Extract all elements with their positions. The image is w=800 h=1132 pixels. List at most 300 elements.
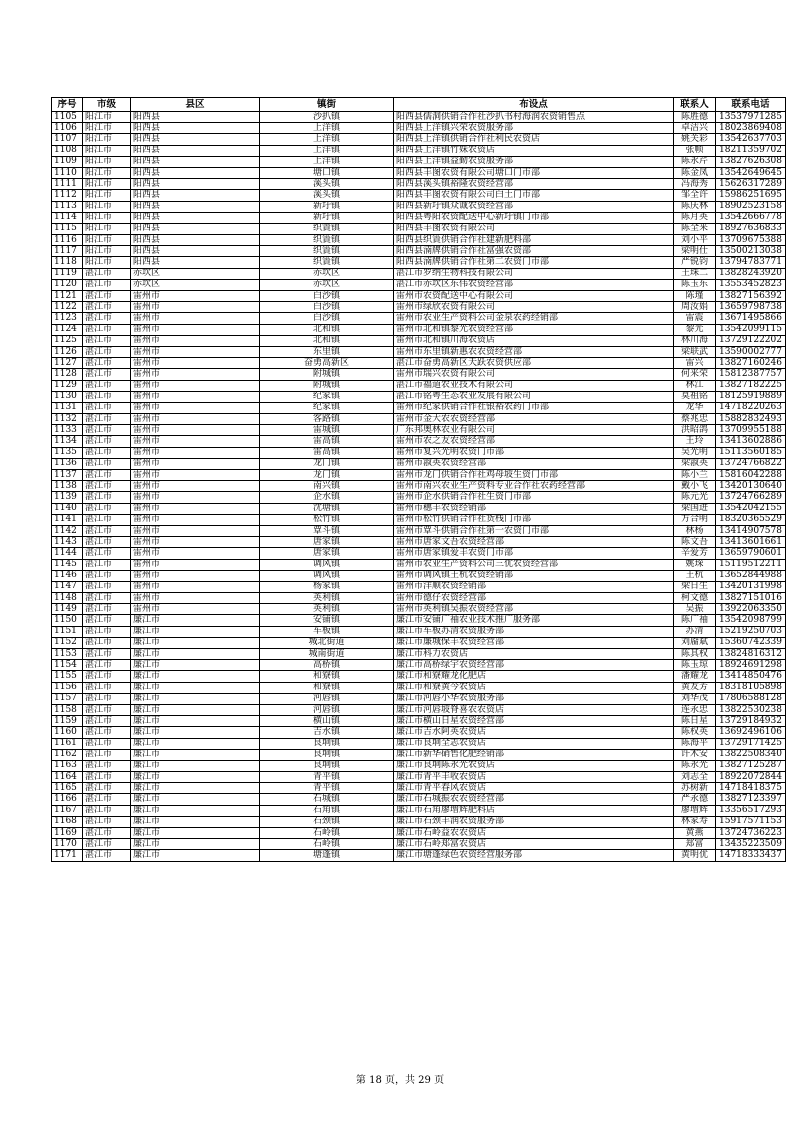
cell-no: 1114	[52, 212, 83, 223]
cell-no: 1118	[52, 257, 83, 268]
cell-phone: 13590002777	[716, 346, 786, 357]
cell-site: 雷州市松竹供销合作社货栈门市部	[394, 514, 674, 525]
table-row	[52, 581, 786, 592]
cell-no: 1105	[52, 112, 83, 123]
cell-town: 上洋镇	[260, 134, 394, 145]
cell-city: 湛江市	[83, 727, 131, 738]
cell-no: 1108	[52, 145, 83, 156]
cell-contact: 许术安	[674, 749, 716, 760]
cell-town: 车板镇	[260, 626, 394, 637]
cell-contact: 吴振	[674, 604, 716, 615]
cell-city: 湛江市	[83, 414, 131, 425]
cell-city: 湛江市	[83, 470, 131, 481]
cell-site: 廉江市河唇小华农资服务部	[394, 693, 674, 704]
cell-phone: 13922063350	[716, 604, 786, 615]
table-row	[52, 134, 786, 145]
cell-town: 赤坎区	[260, 279, 394, 290]
cell-county: 廉江市	[131, 704, 260, 715]
table-row	[52, 514, 786, 525]
cell-city: 湛江市	[83, 805, 131, 816]
cell-site: 雷州市南兴农业生产资料专业合作社农药经营部	[394, 481, 674, 492]
cell-city: 湛江市	[83, 391, 131, 402]
cell-city: 湛江市	[83, 850, 131, 861]
cell-site: 阳西县上洋镇供销合作社利民农资店	[394, 134, 674, 145]
cell-town: 南兴镇	[260, 481, 394, 492]
cell-town: 石角镇	[260, 805, 394, 816]
cell-town: 塘蓬镇	[260, 850, 394, 861]
table-row	[52, 257, 786, 268]
cell-phone: 13827626308	[716, 156, 786, 167]
cell-phone: 13827160246	[716, 358, 786, 369]
cell-contact: 邹全许	[674, 190, 716, 201]
cell-town: 青平镇	[260, 772, 394, 783]
table-row	[52, 772, 786, 783]
cell-site: 雷州市穗丰农资经销部	[394, 503, 674, 514]
cell-town: 城北街道	[260, 637, 394, 648]
cell-phone: 13827123397	[716, 794, 786, 805]
cell-county: 阳西县	[131, 257, 260, 268]
cell-county: 廉江市	[131, 716, 260, 727]
cell-county: 雷州市	[131, 537, 260, 548]
table-row	[52, 783, 786, 794]
cell-county: 雷州市	[131, 481, 260, 492]
cell-contact: 柯文德	[674, 593, 716, 604]
cell-contact: 方合明	[674, 514, 716, 525]
cell-town: 织篢镇	[260, 246, 394, 257]
cell-city: 湛江市	[83, 346, 131, 357]
cell-no: 1106	[52, 123, 83, 134]
cell-phone: 13824816312	[716, 649, 786, 660]
table-row	[52, 537, 786, 548]
cell-site: 湛江市罗纳生物科技有限公司	[394, 268, 674, 279]
cell-contact: 陈权英	[674, 727, 716, 738]
cell-site: 廉江市石岭郑富农资店	[394, 839, 674, 850]
cell-county: 雷州市	[131, 324, 260, 335]
cell-phone: 14718220263	[716, 402, 786, 413]
cell-site: 雷州市龙门供销合作社鸡母坡生资门市部	[394, 470, 674, 481]
cell-phone: 13692496106	[716, 727, 786, 738]
cell-no: 1144	[52, 548, 83, 559]
cell-contact: 林江	[674, 380, 716, 391]
cell-phone: 13729171425	[716, 738, 786, 749]
cell-no: 1138	[52, 481, 83, 492]
cell-no: 1156	[52, 682, 83, 693]
table-row	[52, 279, 786, 290]
cell-phone: 13542649645	[716, 167, 786, 178]
cell-city: 湛江市	[83, 447, 131, 458]
cell-town: 龙门镇	[260, 458, 394, 469]
cell-city: 湛江市	[83, 268, 131, 279]
cell-town: 白沙镇	[260, 291, 394, 302]
cell-contact: 卓洁兴	[674, 123, 716, 134]
cell-phone: 15882832493	[716, 414, 786, 425]
cell-town: 奋勇高新区	[260, 358, 394, 369]
cell-city: 湛江市	[83, 324, 131, 335]
table-row	[52, 358, 786, 369]
cell-town: 新圩镇	[260, 212, 394, 223]
table-row	[52, 145, 786, 156]
cell-no: 1115	[52, 223, 83, 234]
cell-city: 湛江市	[83, 682, 131, 693]
cell-town: 唐家镇	[260, 537, 394, 548]
cell-contact: 姚关彩	[674, 134, 716, 145]
cell-county: 雷州市	[131, 436, 260, 447]
cell-city: 湛江市	[83, 626, 131, 637]
cell-no: 1155	[52, 671, 83, 682]
cell-county: 雷州市	[131, 358, 260, 369]
cell-city: 湛江市	[83, 302, 131, 313]
cell-contact: 连永忠	[674, 704, 716, 715]
header-phone: 联系电话	[716, 98, 786, 112]
cell-city: 湛江市	[83, 581, 131, 592]
cell-contact: 苏清	[674, 626, 716, 637]
cell-county: 阳西县	[131, 145, 260, 156]
cell-site: 廉江市廉城保丰农资经营部	[394, 637, 674, 648]
cell-contact: 梁国进	[674, 503, 716, 514]
cell-phone: 18924691298	[716, 660, 786, 671]
cell-site: 阳西县织篢供销合作社建新肥料部	[394, 235, 674, 246]
cell-contact: 陈其权	[674, 649, 716, 660]
cell-phone: 15816042288	[716, 470, 786, 481]
cell-county: 雷州市	[131, 604, 260, 615]
cell-city: 湛江市	[83, 291, 131, 302]
cell-phone: 18902523158	[716, 201, 786, 212]
cell-site: 雷州市洋顺农资经销部	[394, 581, 674, 592]
cell-city: 湛江市	[83, 358, 131, 369]
cell-contact: 刘华茂	[674, 693, 716, 704]
cell-city: 湛江市	[83, 816, 131, 827]
cell-site: 廉江市石角廖增辉肥料店	[394, 805, 674, 816]
site-table	[51, 97, 786, 862]
cell-phone: 13652844988	[716, 570, 786, 581]
cell-phone: 13413601661	[716, 537, 786, 548]
cell-county: 廉江市	[131, 637, 260, 648]
cell-city: 湛江市	[83, 503, 131, 514]
cell-city: 阳江市	[83, 145, 131, 156]
cell-site: 阳西县丰图农资有限公司塘口门市部	[394, 167, 674, 178]
cell-no: 1131	[52, 402, 83, 413]
cell-county: 廉江市	[131, 839, 260, 850]
cell-site: 廉江市吉水阿英农资店	[394, 727, 674, 738]
cell-town: 石岭镇	[260, 839, 394, 850]
cell-phone: 13671495866	[716, 313, 786, 324]
cell-site: 阳西县丰图农资有限公司	[394, 223, 674, 234]
cell-county: 阳西县	[131, 112, 260, 123]
cell-site: 阳西县上洋镇兴荣农资服务部	[394, 123, 674, 134]
cell-site: 雷州市淑英农资经营部	[394, 458, 674, 469]
table-row	[52, 302, 786, 313]
cell-contact: 梁联武	[674, 346, 716, 357]
cell-contact: 王玲	[674, 436, 716, 447]
cell-site: 雷州市瑞兴农资有限公司	[394, 369, 674, 380]
cell-town: 松竹镇	[260, 514, 394, 525]
cell-no: 1151	[52, 626, 83, 637]
cell-no: 1129	[52, 380, 83, 391]
table-row	[52, 167, 786, 178]
cell-town: 织篢镇	[260, 223, 394, 234]
cell-town: 白沙镇	[260, 313, 394, 324]
cell-site: 雷州市复兴光明农资门市部	[394, 447, 674, 458]
cell-town: 高桥镇	[260, 660, 394, 671]
cell-city: 湛江市	[83, 749, 131, 760]
cell-county: 雷州市	[131, 447, 260, 458]
table-row	[52, 760, 786, 771]
cell-site: 雷州市北和镇黎光农资经营部	[394, 324, 674, 335]
cell-city: 湛江市	[83, 436, 131, 447]
cell-no: 1122	[52, 302, 83, 313]
cell-contact: 吴光明	[674, 447, 716, 458]
cell-no: 1126	[52, 346, 83, 357]
table-row	[52, 570, 786, 581]
cell-site: 廉江市河唇坡脊喜农农资店	[394, 704, 674, 715]
cell-no: 1132	[52, 414, 83, 425]
cell-site: 雷州市覃斗供销合作社第一农资门市部	[394, 525, 674, 536]
cell-site: 阳西县新圩镇众诚农资经营部	[394, 201, 674, 212]
cell-phone: 13537971285	[716, 112, 786, 123]
cell-phone: 14718418375	[716, 783, 786, 794]
cell-site: 湛江市奋勇高新区天跃农资供应部	[394, 358, 674, 369]
cell-no: 1109	[52, 156, 83, 167]
cell-town: 石颈镇	[260, 816, 394, 827]
table-row	[52, 268, 786, 279]
cell-no: 1128	[52, 369, 83, 380]
table-row	[52, 201, 786, 212]
table-row	[52, 727, 786, 738]
cell-contact: 姚琛	[674, 559, 716, 570]
cell-contact: 陈玉东	[674, 279, 716, 290]
cell-contact: 陈文吾	[674, 537, 716, 548]
cell-phone: 18211359702	[716, 145, 786, 156]
cell-county: 廉江市	[131, 693, 260, 704]
cell-city: 阳江市	[83, 235, 131, 246]
cell-county: 廉江市	[131, 749, 260, 760]
table-row	[52, 313, 786, 324]
cell-town: 覃斗镇	[260, 525, 394, 536]
cell-county: 廉江市	[131, 850, 260, 861]
cell-city: 湛江市	[83, 570, 131, 581]
cell-town: 企水镇	[260, 492, 394, 503]
cell-site: 湛江市铭粤生态农业发展有限公司	[394, 391, 674, 402]
table-row	[52, 794, 786, 805]
cell-city: 阳江市	[83, 156, 131, 167]
cell-phone: 18318105898	[716, 682, 786, 693]
cell-contact: 郑富	[674, 839, 716, 850]
cell-contact: 刘小平	[674, 235, 716, 246]
cell-county: 阳西县	[131, 201, 260, 212]
cell-county: 阳西县	[131, 190, 260, 201]
cell-town: 溪头镇	[260, 179, 394, 190]
cell-contact: 龙华	[674, 402, 716, 413]
cell-phone: 13356517293	[716, 805, 786, 816]
cell-phone: 13827156392	[716, 291, 786, 302]
cell-town: 城南街道	[260, 649, 394, 660]
cell-site: 阳西县上洋镇益勤农资服务部	[394, 156, 674, 167]
cell-no: 1167	[52, 805, 83, 816]
cell-city: 阳江市	[83, 179, 131, 190]
table-row	[52, 391, 786, 402]
cell-phone: 13822530238	[716, 704, 786, 715]
cell-county: 雷州市	[131, 402, 260, 413]
cell-no: 1120	[52, 279, 83, 290]
cell-contact: 陈永芹	[674, 156, 716, 167]
cell-no: 1169	[52, 828, 83, 839]
cell-no: 1147	[52, 581, 83, 592]
cell-county: 廉江市	[131, 828, 260, 839]
cell-city: 湛江市	[83, 593, 131, 604]
cell-no: 1142	[52, 525, 83, 536]
cell-no: 1107	[52, 134, 83, 145]
cell-town: 石岭镇	[260, 828, 394, 839]
cell-contact: 陈全来	[674, 223, 716, 234]
cell-city: 湛江市	[83, 537, 131, 548]
cell-site: 廉江市石城振农农资经营部	[394, 794, 674, 805]
table-row	[52, 805, 786, 816]
cell-site: 雷州市德仔农资经营部	[394, 593, 674, 604]
cell-city: 湛江市	[83, 649, 131, 660]
table-row	[52, 246, 786, 257]
cell-phone: 18320365529	[716, 514, 786, 525]
cell-no: 1159	[52, 716, 83, 727]
cell-no: 1137	[52, 470, 83, 481]
cell-town: 和寮镇	[260, 671, 394, 682]
cell-town: 横山镇	[260, 716, 394, 727]
cell-city: 湛江市	[83, 693, 131, 704]
cell-site: 雷州市英利镇吴振农资经营部	[394, 604, 674, 615]
cell-town: 吉水镇	[260, 727, 394, 738]
cell-town: 青平镇	[260, 783, 394, 794]
cell-no: 1117	[52, 246, 83, 257]
cell-city: 湛江市	[83, 671, 131, 682]
cell-phone: 13542666778	[716, 212, 786, 223]
cell-city: 湛江市	[83, 425, 131, 436]
cell-city: 湛江市	[83, 369, 131, 380]
cell-county: 廉江市	[131, 682, 260, 693]
table-row	[52, 335, 786, 346]
cell-town: 附城镇	[260, 380, 394, 391]
cell-site: 雷州市调风镇王杭农资经销部	[394, 570, 674, 581]
cell-county: 雷州市	[131, 525, 260, 536]
cell-town: 赤坎区	[260, 268, 394, 279]
cell-site: 湛江市福道农业技术有限公司	[394, 380, 674, 391]
cell-town: 上洋镇	[260, 156, 394, 167]
cell-county: 雷州市	[131, 425, 260, 436]
cell-no: 1153	[52, 649, 83, 660]
cell-phone: 13542099115	[716, 324, 786, 335]
cell-contact: 何来荣	[674, 369, 716, 380]
table-row	[52, 436, 786, 447]
table-row	[52, 593, 786, 604]
cell-city: 阳江市	[83, 190, 131, 201]
cell-phone: 13724766289	[716, 492, 786, 503]
cell-no: 1119	[52, 268, 83, 279]
cell-county: 廉江市	[131, 671, 260, 682]
cell-county: 雷州市	[131, 313, 260, 324]
cell-town: 英利镇	[260, 593, 394, 604]
cell-city: 湛江市	[83, 559, 131, 570]
cell-no: 1121	[52, 291, 83, 302]
cell-phone: 13420131998	[716, 581, 786, 592]
cell-county: 赤坎区	[131, 268, 260, 279]
cell-no: 1113	[52, 201, 83, 212]
cell-town: 纪家镇	[260, 402, 394, 413]
table-row	[52, 324, 786, 335]
cell-city: 湛江市	[83, 481, 131, 492]
table-row	[52, 179, 786, 190]
cell-county: 雷州市	[131, 581, 260, 592]
cell-phone: 15812387757	[716, 369, 786, 380]
cell-contact: 刘靥斌	[674, 637, 716, 648]
cell-site: 雷州市唐家文吾农资经营部	[394, 537, 674, 548]
cell-no: 1111	[52, 179, 83, 190]
cell-town: 北和镇	[260, 335, 394, 346]
cell-site: 廉江市车板苏清农资服务部	[394, 626, 674, 637]
table-row	[52, 749, 786, 760]
cell-city: 阳江市	[83, 123, 131, 134]
cell-site: 廉江市横山日星农资经营部	[394, 716, 674, 727]
cell-contact: 雷兴	[674, 358, 716, 369]
cell-city: 阳江市	[83, 212, 131, 223]
cell-no: 1133	[52, 425, 83, 436]
cell-no: 1148	[52, 593, 83, 604]
cell-site: 阳西县粤阳农资配送中心新圩镇门市部	[394, 212, 674, 223]
cell-no: 1152	[52, 637, 83, 648]
cell-no: 1158	[52, 704, 83, 715]
cell-town: 调风镇	[260, 559, 394, 570]
cell-county: 廉江市	[131, 727, 260, 738]
cell-city: 阳江市	[83, 134, 131, 145]
header-no: 序号	[52, 98, 83, 112]
cell-contact: 黄燕	[674, 828, 716, 839]
cell-phone: 18927636833	[716, 223, 786, 234]
cell-site: 广东邦奥林农业有限公司	[394, 425, 674, 436]
cell-city: 阳江市	[83, 257, 131, 268]
cell-city: 湛江市	[83, 637, 131, 648]
cell-phone: 14718333437	[716, 850, 786, 861]
cell-phone: 13659798738	[716, 302, 786, 313]
cell-site: 雷州市东里镇新惠农农资经营部	[394, 346, 674, 357]
cell-county: 雷州市	[131, 458, 260, 469]
cell-town: 上洋镇	[260, 145, 394, 156]
table-row	[52, 649, 786, 660]
cell-town: 雷高镇	[260, 436, 394, 447]
cell-site: 雷州市绿欣农资有限公司	[394, 302, 674, 313]
cell-town: 织篢镇	[260, 257, 394, 268]
cell-phone: 13420130640	[716, 481, 786, 492]
cell-site: 廉江市和寮黄今农资店	[394, 682, 674, 693]
cell-town: 安铺镇	[260, 615, 394, 626]
cell-phone: 13542637703	[716, 134, 786, 145]
cell-no: 1143	[52, 537, 83, 548]
cell-town: 沈塘镇	[260, 503, 394, 514]
cell-city: 阳江市	[83, 201, 131, 212]
table-row	[52, 156, 786, 167]
cell-site: 阳西县溪头镇裕隆农资经营部	[394, 179, 674, 190]
cell-no: 1136	[52, 458, 83, 469]
cell-phone: 13729122202	[716, 335, 786, 346]
cell-county: 廉江市	[131, 615, 260, 626]
cell-no: 1140	[52, 503, 83, 514]
cell-contact: 陈永光	[674, 760, 716, 771]
cell-contact: 梁淑英	[674, 458, 716, 469]
cell-county: 雷州市	[131, 593, 260, 604]
cell-contact: 陈瑾	[674, 291, 716, 302]
cell-city: 阳江市	[83, 112, 131, 123]
cell-contact: 戴小飞	[674, 481, 716, 492]
table-row	[52, 212, 786, 223]
table-row	[52, 626, 786, 637]
cell-town: 英利镇	[260, 604, 394, 615]
cell-site: 雷州市北和镇川海农资店	[394, 335, 674, 346]
